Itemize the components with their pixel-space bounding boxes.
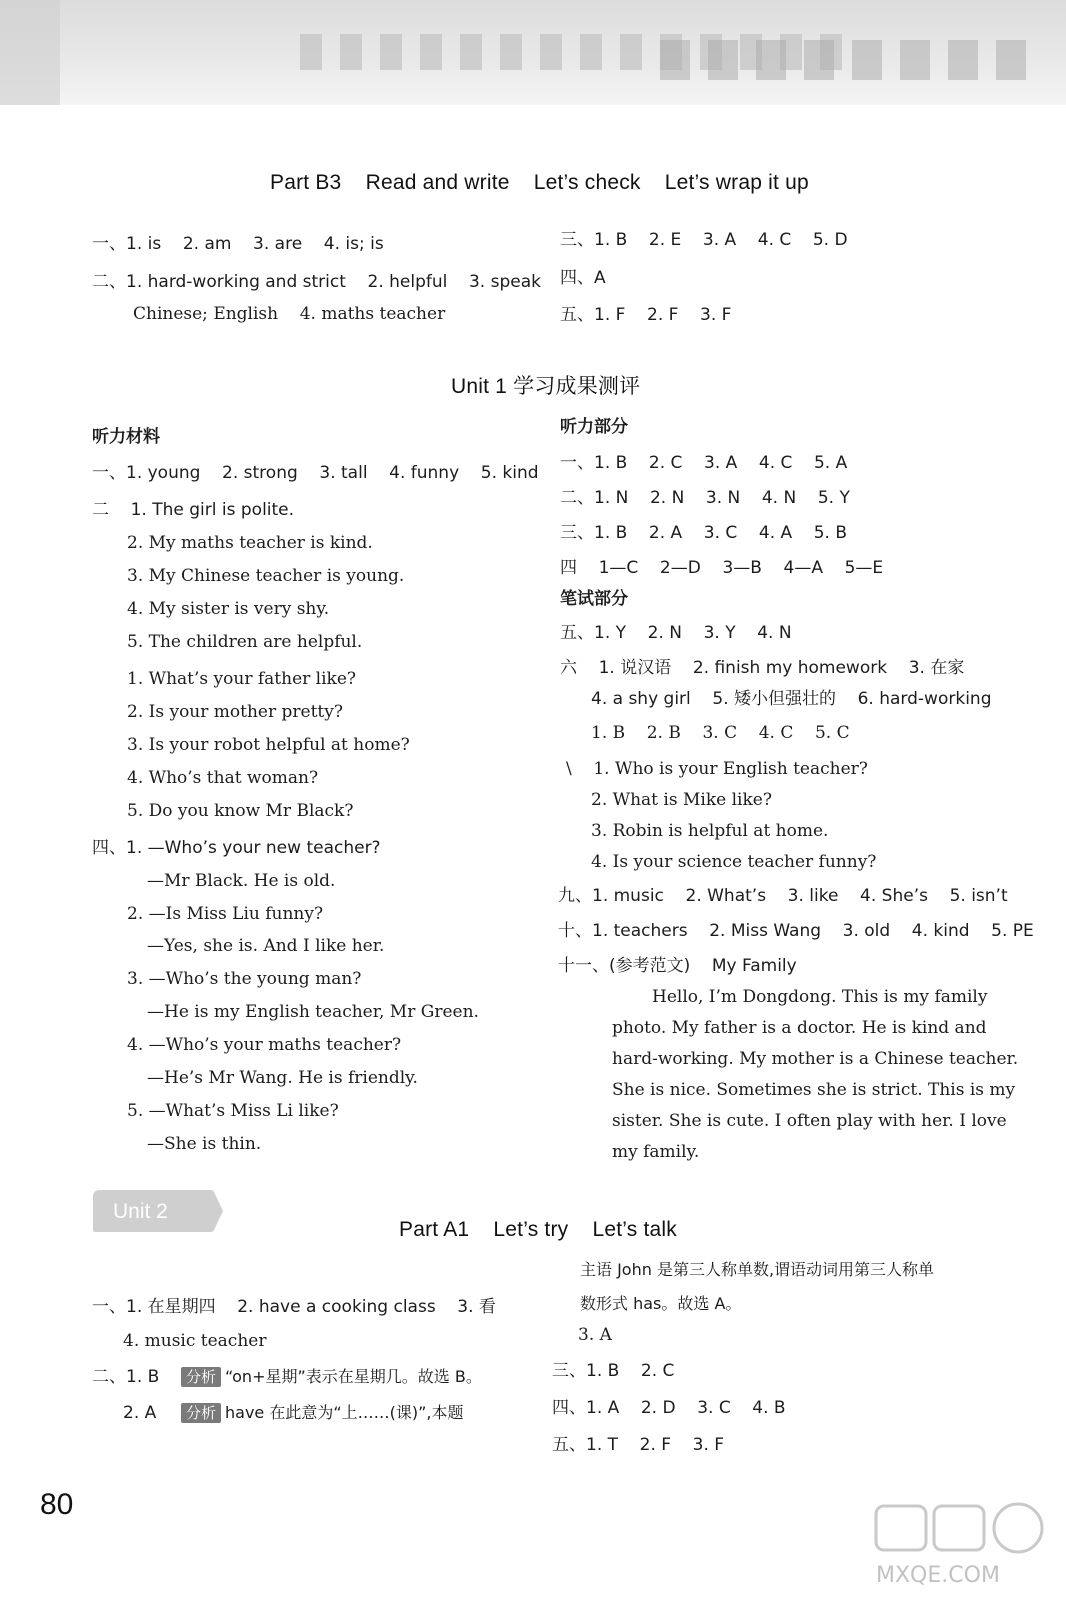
u1-right-6: 五、1. Y 2. N 3. Y 4. N	[560, 623, 792, 643]
u2-left-5: 2. A	[123, 1403, 157, 1423]
u1-left-21: —She is thin.	[147, 1134, 262, 1154]
essay-line-3: hard-working. My mother is a Chinese teacher.	[612, 1049, 1019, 1069]
watermark-logo	[870, 1500, 1055, 1590]
header-banner	[0, 0, 1066, 105]
b3-right-line-1: 三、1. B 2. E 3. A 4. C 5. D	[560, 230, 848, 250]
u1-right-2: 二、1. N 2. N 3. N 4. N 5. Y	[560, 488, 850, 508]
section-title-unit2-a1: Part A1 Let’s try Let’s talk	[399, 1218, 677, 1241]
banner-decoration-right	[660, 40, 1040, 80]
u2-right-2: 数形式 has。故选 A。	[580, 1294, 742, 1313]
b3-left-line-3: Chinese; English 4. maths teacher	[133, 304, 446, 324]
u1-right-14: 九、1. music 2. What’s 3. like 4. She’s 5. isn’t	[558, 886, 1008, 906]
u2-right-6: 五、1. T 2. F 3. F	[552, 1435, 725, 1455]
u2-left-2: 4. music teacher	[123, 1331, 267, 1351]
u1-left-8: 2. Is your mother pretty?	[127, 702, 343, 722]
u2-right-1: 主语 John 是第三人称单数,谓语动词用第三人称单	[580, 1260, 935, 1279]
u1-left-10: 4. Who’s that woman?	[127, 768, 319, 788]
watermark-text: MXQE.COM	[876, 1563, 1000, 1588]
u1-right-10: \ 1. Who is your English teacher?	[566, 759, 868, 779]
u1-left-9: 3. Is your robot helpful at home?	[127, 735, 410, 755]
essay-line-2: photo. My father is a doctor. He is kind and	[612, 1018, 987, 1038]
u1-right-3: 三、1. B 2. A 3. C 4. A 5. B	[560, 523, 848, 543]
u2-analysis-1	[181, 1367, 482, 1387]
u2-analysis-2	[181, 1403, 464, 1423]
u1-left-3: 2. My maths teacher is kind.	[127, 533, 373, 553]
u2-right-5: 四、1. A 2. D 3. C 4. B	[552, 1398, 786, 1418]
u1-right-16: 十一、(参考范文) My Family	[558, 956, 797, 976]
u2-left-1: 一、1. 在星期四 2. have a cooking class 3. 看	[92, 1297, 496, 1317]
u1-left-16: 3. —Who’s the young man?	[127, 969, 362, 989]
essay-line-4: She is nice. Sometimes she is strict. This is my	[612, 1080, 1016, 1100]
u2-right-4: 三、1. B 2. C	[552, 1361, 675, 1381]
page-number: 80	[40, 1488, 74, 1521]
b3-right-line-3: 五、1. F 2. F 3. F	[560, 305, 732, 325]
section-title-unit1-test: Unit 1 学习成果测评	[451, 375, 641, 398]
u1-left-14: 2. —Is Miss Liu funny?	[127, 904, 324, 924]
u1-left-7: 1. What’s your father like?	[127, 669, 357, 689]
b3-left-line-2: 二、1. hard-working and strict 2. helpful 3. speak	[92, 272, 541, 292]
u1-left-17: —He is my English teacher, Mr Green.	[147, 1002, 479, 1022]
analysis-tag: 分析	[181, 1367, 221, 1387]
listening-part-label: 听力部分	[560, 417, 628, 437]
u1-right-8: 4. a shy girl 5. 矮小但强壮的 6. hard-working	[591, 689, 992, 709]
section-title-b3: Part B3 Read and write Let’s check Let’s wrap it up	[270, 171, 809, 194]
banner-shade	[0, 0, 60, 105]
essay-line-1: Hello, I’m Dongdong. This is my family	[652, 987, 988, 1007]
b3-left-line-1: 一、1. is 2. am 3. are 4. is; is	[92, 234, 384, 254]
unit-2-tab: Unit 2	[93, 1190, 213, 1232]
u1-left-2: 二 1. The girl is polite.	[92, 500, 295, 520]
essay-line-6: my family.	[612, 1142, 700, 1162]
listening-material-label: 听力材料	[92, 427, 160, 447]
u2-analysis-1-text: “on+星期”表示在星期几。故选 B。	[225, 1367, 482, 1386]
u1-right-4: 四 1—C 2—D 3—B 4—A 5—E	[560, 558, 884, 578]
u1-right-1: 一、1. B 2. C 3. A 4. C 5. A	[560, 453, 848, 473]
u1-right-7: 六 1. 说汉语 2. finish my homework 3. 在家	[560, 658, 965, 678]
u1-right-9: 1. B 2. B 3. C 4. C 5. C	[591, 723, 850, 743]
u2-analysis-2-text: have 在此意为“上……(课)”,本题	[225, 1403, 464, 1422]
u2-left-3: 二、1. B	[92, 1367, 160, 1387]
u1-left-6: 5. The children are helpful.	[127, 632, 363, 652]
written-part-label: 笔试部分	[560, 589, 628, 609]
u1-right-12: 3. Robin is helpful at home.	[591, 821, 829, 841]
u1-left-5: 4. My sister is very shy.	[127, 599, 330, 619]
u1-left-18: 4. —Who’s your maths teacher?	[127, 1035, 402, 1055]
u1-left-13: —Mr Black. He is old.	[147, 871, 336, 891]
u1-left-1: 一、1. young 2. strong 3. tall 4. funny 5. kind	[92, 463, 539, 483]
essay-line-5: sister. She is cute. I often play with her. I love	[612, 1111, 1007, 1131]
u1-left-4: 3. My Chinese teacher is young.	[127, 566, 405, 586]
u1-left-20: 5. —What’s Miss Li like?	[127, 1101, 339, 1121]
u1-right-15: 十、1. teachers 2. Miss Wang 3. old 4. kind 5. PE	[558, 921, 1034, 941]
u1-left-12: 四、1. —Who’s your new teacher?	[92, 838, 381, 858]
analysis-tag: 分析	[181, 1403, 221, 1423]
u1-left-19: —He’s Mr Wang. He is friendly.	[147, 1068, 418, 1088]
u1-left-15: —Yes, she is. And I like her.	[147, 936, 385, 956]
u1-left-11: 5. Do you know Mr Black?	[127, 801, 354, 821]
u1-right-13: 4. Is your science teacher funny?	[591, 852, 877, 872]
b3-right-line-2: 四、A	[560, 268, 606, 288]
u1-right-11: 2. What is Mike like?	[591, 790, 772, 810]
u2-right-3: 3. A	[578, 1325, 612, 1345]
